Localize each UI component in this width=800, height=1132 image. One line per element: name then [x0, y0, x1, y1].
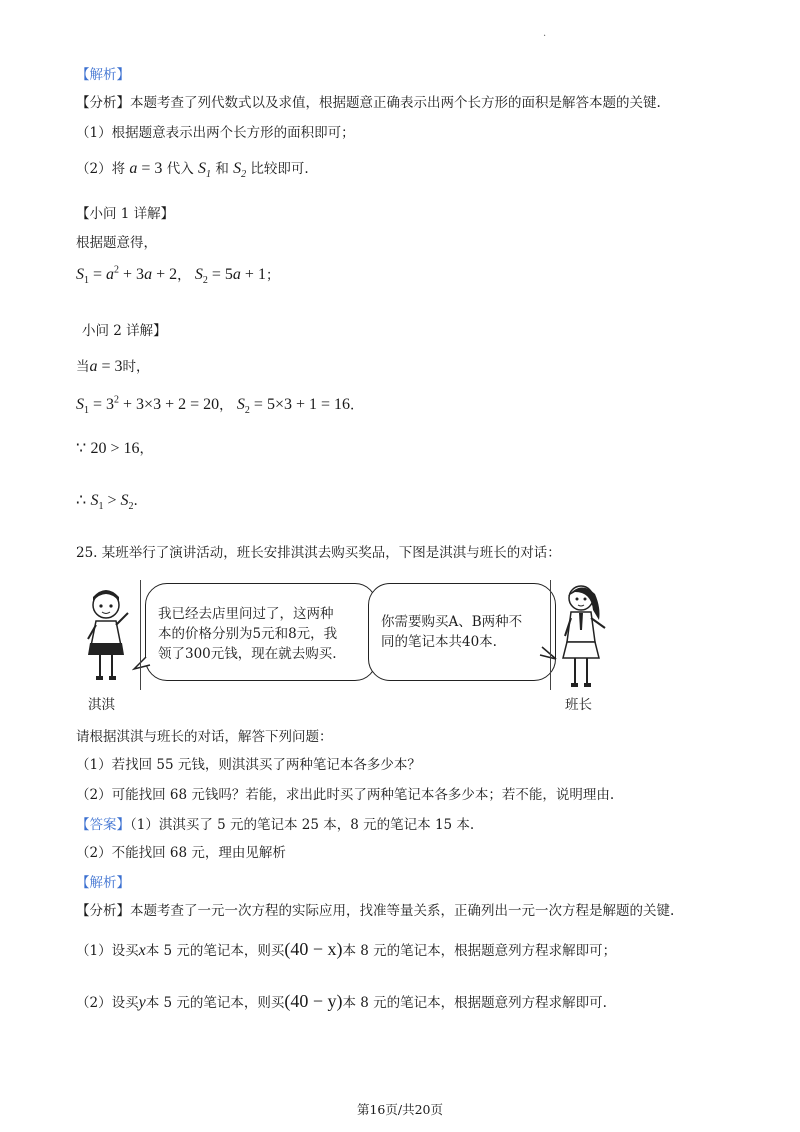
bubble-left-line-3: 领了300元钱，现在就去购买. — [158, 646, 337, 662]
step-2-text-d: 比较即可. — [250, 161, 309, 177]
comma: ， — [219, 397, 233, 414]
bubble-right-line-2: 同的笔记本共40本. — [381, 634, 497, 650]
solution-2 — [76, 992, 607, 1012]
q2-title: 小问 2 详解】 — [82, 323, 167, 339]
s2-c: 本 8 元的笔记本，根据题意列方程求解即可. — [342, 995, 607, 1011]
step-2-text-b: 代入 — [166, 161, 194, 177]
name-left: 淇淇 — [88, 697, 115, 713]
speech-bubble-right — [368, 583, 556, 681]
inequality: 20 > 16 — [90, 440, 140, 457]
q25-sub1: （1）若找回 55 元钱，则淇淇买了两种笔记本各多少本？ — [76, 757, 421, 773]
girl-right-illustration — [555, 580, 615, 692]
s2-a: （2）设买 — [76, 995, 139, 1011]
analysis-text: 【分析】本题考查了列代数式以及求值，根据题意正确表示出两个长方形的面积是解答本题的关键. — [76, 95, 661, 111]
jiexi-label-2: 【解析】 — [76, 875, 130, 891]
math-s2: $S_2$ — [233, 160, 247, 181]
answer-1: （1）淇淇买了 5 元的笔记本 25 本，8 元的笔记本 15 本. — [130, 817, 475, 833]
dialog-right-border — [550, 580, 551, 690]
step-2 — [76, 160, 309, 184]
bubble-left-line-1: 我已经去店里问过了，这两种 — [158, 606, 334, 622]
step-1: （1）根据题意表示出两个长方形的面积即可； — [76, 125, 355, 141]
q2-formula — [76, 392, 354, 421]
header-mark: . — [543, 28, 547, 39]
s2-expr: (40 − y) — [284, 991, 343, 1011]
s2-var: y — [138, 994, 146, 1011]
answer-2: （2）不能找回 68 元，理由见解析 — [76, 845, 286, 861]
formula-s1-value: $S_1 = 3^2 + 3\times 3 + 2 = 20$ — [76, 395, 220, 417]
step-2-text-a: （2）将 — [76, 161, 126, 177]
therefore-symbol: ∴ — [76, 492, 87, 509]
q2-when-b: 时， — [122, 359, 150, 375]
s1-c: 本 8 元的笔记本，根据题意列方程求解即可； — [342, 943, 617, 959]
math-a-eq-3-2: a = 3 — [89, 358, 123, 375]
q25-ask: 请根据淇淇与班长的对话，解答下列问题： — [76, 729, 333, 745]
solution-1 — [76, 940, 616, 960]
bubble-right-line-1: 你需要购买A、B两种不 — [381, 614, 523, 630]
comma: ， — [139, 441, 154, 457]
step-2-text-c: 和 — [215, 161, 229, 177]
s1-b: 本 5 元的笔记本，则买 — [145, 943, 285, 959]
conclusion: $S_1 > S_2$ — [90, 492, 134, 513]
comma: ， — [177, 267, 191, 284]
answer-line-1 — [76, 816, 474, 834]
s1-a: （1）设买 — [76, 943, 139, 959]
q1-title: 【小问 1 详解】 — [76, 206, 175, 222]
girl-left-illustration — [78, 585, 138, 685]
semicolon: ； — [265, 267, 280, 284]
q25-sub2: （2）可能找回 68 元钱吗？若能，求出此时买了两种笔记本各多少本；若不能，说明理由. — [76, 787, 615, 803]
q2-when-a: 当 — [76, 359, 90, 375]
analysis-text-2: 【分析】本题考查了一元一次方程的实际应用，找准等量关系，正确列出一元一次方程是解题的关键. — [76, 903, 675, 919]
period: . — [133, 493, 138, 509]
page-footer: 第16页/共20页 — [356, 1102, 444, 1117]
period: . — [350, 397, 355, 414]
because-line — [76, 440, 153, 458]
q2-when — [76, 358, 150, 376]
dialog-left-border — [140, 580, 141, 690]
q25-stem: 25. 某班举行了演讲活动，班长安排淇淇去购买奖品，下图是淇淇与班长的对话： — [76, 545, 561, 561]
s2-b: 本 5 元的笔记本，则买 — [145, 995, 285, 1011]
q1-line1: 根据题意得， — [76, 235, 157, 251]
formula-s2-value: $S_2 = 5\times 3 + 1 = 16$ — [236, 396, 351, 417]
math-a-eq-3: a = 3 — [129, 160, 163, 177]
bubble-left-tail — [132, 655, 152, 675]
name-right: 班长 — [565, 697, 592, 713]
speech-bubble-left — [145, 583, 377, 681]
formula-s2: $S_2 = 5a + 1$ — [194, 266, 266, 287]
s1-expr: (40 − x) — [284, 939, 343, 959]
bubble-left-line-2: 本的价格分别为5元和8元，我 — [158, 626, 338, 642]
s1-var: x — [138, 942, 146, 959]
formula-s1: $S_1 = a^2 + 3a + 2$ — [76, 265, 178, 287]
answer-label: 【答案】 — [76, 817, 130, 833]
jiexi-label: 【解析】 — [76, 67, 130, 83]
therefore-line — [76, 492, 138, 516]
math-s1: $S_1$ — [198, 160, 212, 181]
q1-formula — [76, 262, 279, 291]
because-symbol: ∵ — [76, 440, 87, 457]
